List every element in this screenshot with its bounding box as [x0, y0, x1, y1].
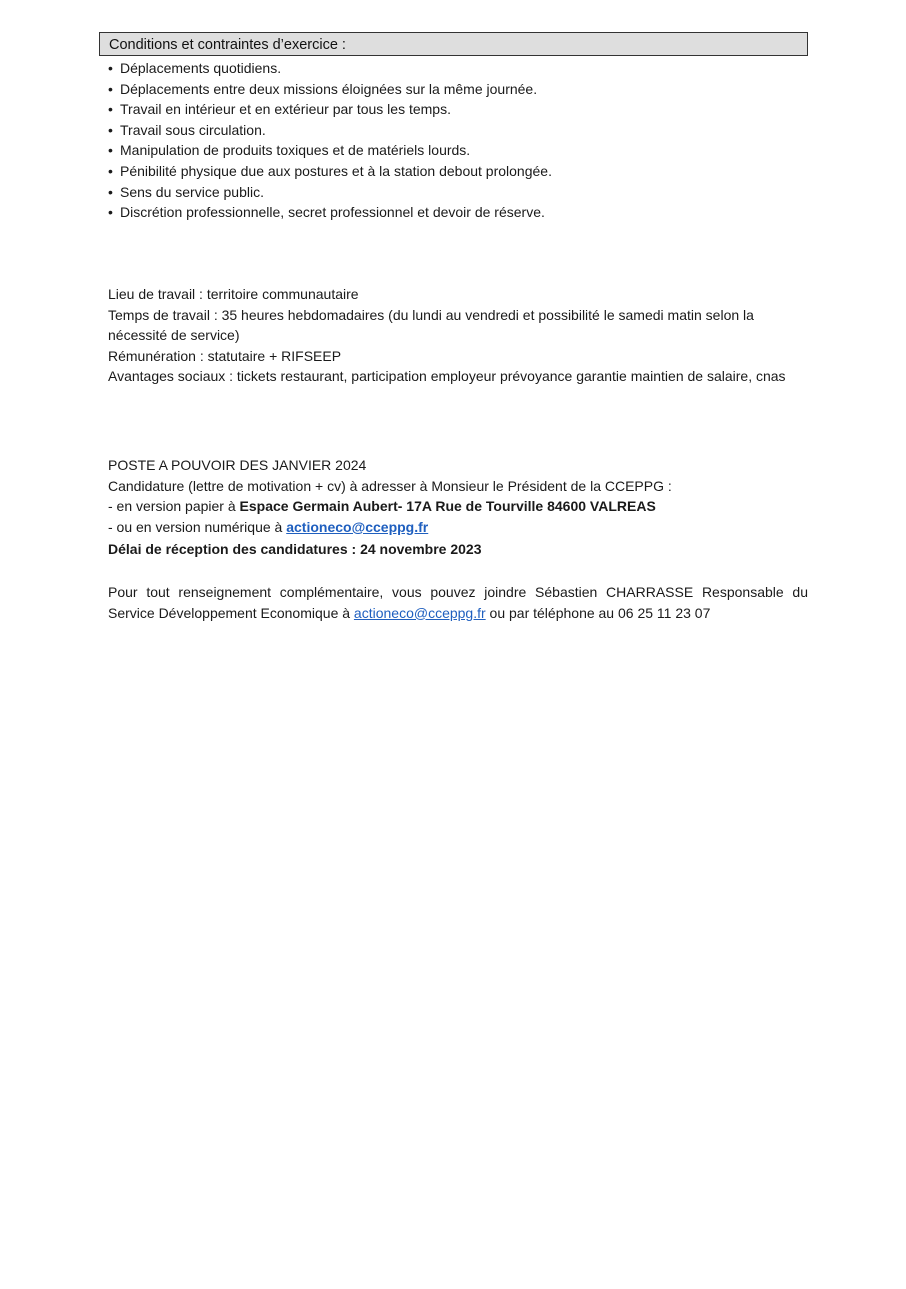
conditions-list [108, 58, 552, 223]
bullet-icon: • [108, 183, 113, 200]
conditions-title: Conditions et contraintes d’exercice : [109, 37, 346, 53]
bullet-icon: • [108, 142, 113, 159]
contact-section [108, 582, 808, 623]
list-item: • Travail en intérieur et en extérieur par tous les temps. [108, 99, 552, 120]
position-start: POSTE A POUVOIR DES JANVIER 2024 [108, 457, 367, 473]
bullet-icon: • [108, 80, 113, 97]
list-item: • Discrétion professionnelle, secret professionnel et devoir de réserve. [108, 202, 552, 223]
paper-application: - en version papier à Espace Germain Aubert- 17A Rue de Tourville 84600 VALREAS [108, 498, 656, 515]
bullet-icon: • [108, 162, 113, 179]
contact-email-link[interactable]: actioneco@cceppg.fr [353, 604, 486, 621]
list-item: • Sens du service public. [108, 182, 552, 203]
list-item: • Manipulation de produits toxiques et de matériels lourds. [108, 140, 552, 161]
application-section [108, 455, 808, 560]
list-item: • Pénibilité physique due aux postures et à la station debout prolongée. [108, 161, 552, 182]
job-details [108, 284, 808, 387]
contact-paragraph: Pour tout renseignement complémentaire, vous pouvez joindre Sébastien CHARRASSE Responsable du Service Développement Economique à actioneco@cceppg.fr ou par téléphone au 06 25 11 23 07 [108, 584, 808, 621]
list-item: • Travail sous circulation. [108, 120, 552, 141]
bullet-icon: • [108, 204, 113, 221]
list-item: • Déplacements quotidiens. [108, 58, 552, 79]
bullet-icon: • [108, 60, 113, 76]
conditions-header [99, 32, 808, 56]
application-instructions: Candidature (lettre de motivation + cv) à adresser à Monsieur le Président de la CCEPPG : [108, 477, 672, 494]
bullet-icon: • [108, 101, 113, 118]
benefits: Avantages sociaux : tickets restaurant, participation employeur prévoyance garantie maintien de salaire, cnas [108, 368, 786, 385]
postal-address: Espace Germain Aubert- 17A Rue de Tourville 84600 VALREAS [239, 498, 656, 515]
digital-application: - ou en version numérique à actioneco@cceppg.fr [108, 518, 429, 535]
bullet-icon: • [108, 121, 113, 138]
salary: Rémunération : statutaire + RIFSEEP [108, 347, 342, 364]
list-item: • Déplacements entre deux missions éloignées sur la même journée. [108, 79, 552, 100]
email-link[interactable]: actioneco@cceppg.fr [286, 518, 429, 535]
work-time: Temps de travail : 35 heures hebdomadaires (du lundi au vendredi et possibilité le samedi matin selon la nécessité de service) [108, 306, 754, 344]
work-location: Lieu de travail : territoire communautaire [108, 286, 359, 302]
application-deadline: Délai de réception des candidatures : 24 novembre 2023 [108, 541, 482, 558]
